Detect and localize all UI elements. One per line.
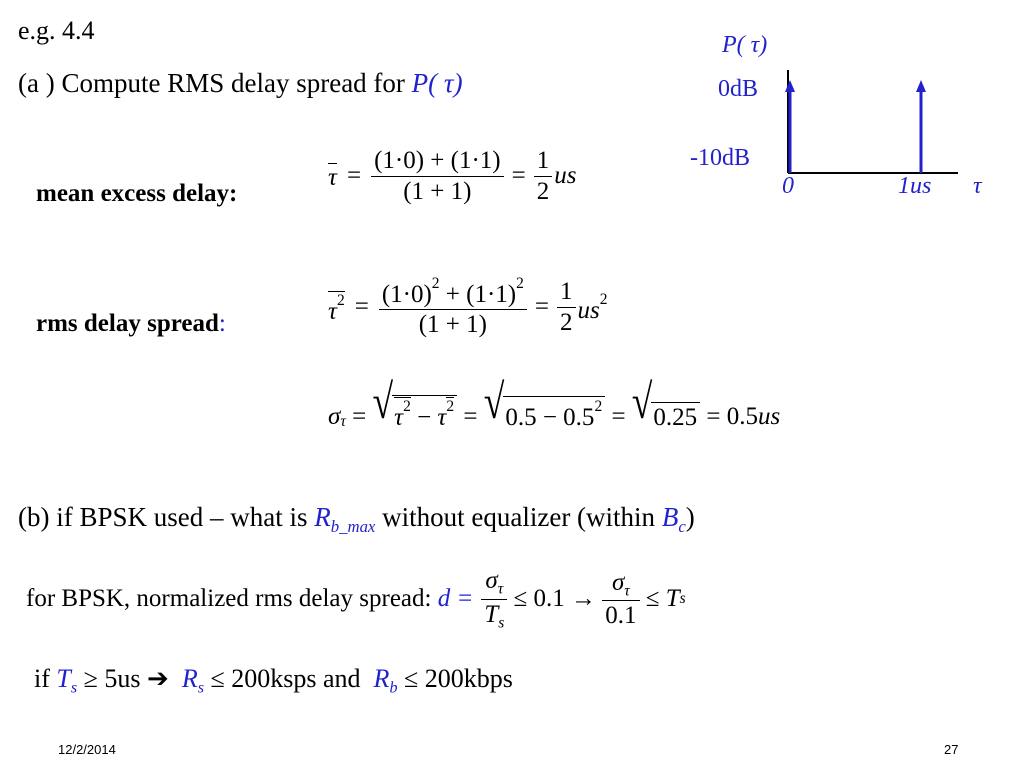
- mean-result-fraction: [534, 146, 553, 206]
- bpsk-text: for BPSK, normalized rms delay spread:: [26, 585, 438, 613]
- bpsk-f2-sub: τ: [624, 582, 630, 600]
- mean-unit: us: [554, 162, 577, 189]
- footer-date: 12/2/2014: [58, 742, 116, 757]
- part-b-text2: without equalizer (within: [375, 502, 662, 532]
- equals-sign-3: =: [354, 293, 369, 321]
- bpsk-f1-T: T: [484, 600, 499, 628]
- equals-sign-4: =: [534, 293, 549, 321]
- right-arrow-icon: ➔: [147, 664, 169, 694]
- rms-num-a: (1·0): [381, 280, 432, 308]
- part-b-text1: (b) if BPSK used – what is: [18, 502, 315, 532]
- graph-label-0db: 0dB: [718, 76, 759, 102]
- final-ts: $T_s$: [56, 664, 78, 697]
- equals-sign-2: =: [511, 162, 526, 189]
- mean-excess-label: mean excess delay:: [36, 180, 238, 207]
- sigma-t1: τ: [394, 403, 404, 431]
- rms-fraction: [379, 275, 527, 340]
- rb-max: $R_{b\_max}$: [314, 502, 376, 536]
- tau-squared-bar: [328, 291, 345, 324]
- equals-sign: =: [346, 162, 362, 189]
- part-b-line: [18, 502, 695, 537]
- rms-num-plus: +: [439, 280, 467, 308]
- example-label: e.g. 4.4: [18, 16, 95, 45]
- sigma-minus: −: [410, 403, 438, 431]
- sqrt-body-3: 0.25: [651, 402, 700, 432]
- rms-result-den: 2: [560, 308, 573, 336]
- sigma-r1-exp: 2: [594, 397, 603, 415]
- mean-result-num: 1: [534, 146, 553, 177]
- bpsk-f1-T-sub: s: [498, 614, 505, 632]
- footer-page-number: 27: [944, 742, 959, 757]
- sigma-r1: 0.5 − 0.5: [505, 403, 595, 431]
- part-a-line: [18, 68, 463, 99]
- sigma-unit: us: [758, 403, 781, 430]
- impulse-at-1us-arrowhead: [916, 80, 926, 92]
- rms-label-line: [36, 310, 226, 338]
- bpsk-ts: T: [665, 585, 680, 613]
- bpsk-frac2: [602, 568, 639, 631]
- graph-label-minus10db: -10dB: [690, 145, 750, 171]
- rms-numerator: [379, 275, 527, 310]
- bpsk-f2-sigma: σ: [611, 568, 625, 596]
- rms-unit: us: [577, 296, 600, 324]
- impulse-at-0-arrowhead: [785, 80, 795, 92]
- sigma-eq3: =: [605, 403, 632, 430]
- mean-excess-equation: [328, 146, 576, 206]
- sigma-eq2: =: [457, 403, 484, 430]
- sqrt-sign-3: √: [631, 376, 653, 430]
- final-rs: $R_s$: [181, 664, 204, 697]
- rms-unit-exp: 2: [599, 290, 608, 308]
- sigma-t2: τ: [437, 403, 447, 431]
- rms-equation: [328, 275, 607, 340]
- rms-label: rms delay spread: [36, 310, 219, 337]
- sqrt-body-2: [503, 396, 605, 431]
- rms-result-fraction: [557, 277, 576, 337]
- graph-tick-1us: 1us: [898, 173, 932, 199]
- final-if: if: [34, 664, 57, 693]
- rms-denominator: (1 + 1): [418, 311, 487, 339]
- graph-x-symbol: τ: [973, 173, 982, 199]
- sigma-equation: [328, 376, 781, 431]
- sigma-sub: τ: [340, 413, 346, 430]
- sigma-eq4: = 0.5: [700, 403, 758, 430]
- sigma-eq1: =: [345, 403, 373, 430]
- part-a-text: (a ) Compute RMS delay spread for: [18, 68, 412, 98]
- bpsk-leq2: ≤: [639, 585, 666, 613]
- part-b-text3: ): [685, 502, 695, 532]
- final-line: [34, 664, 513, 698]
- final-geq: ≥ 5us: [77, 664, 148, 693]
- bpsk-f1-sigma: σ: [485, 567, 498, 594]
- graph-tick-0: 0: [782, 173, 794, 199]
- bpsk-frac1: [481, 566, 507, 632]
- bpsk-f2-den: 0.1: [605, 602, 637, 630]
- impulse-graph: [770, 60, 980, 190]
- sigma-t2-exp: 2: [446, 397, 455, 415]
- bpsk-ts-sub: s: [679, 590, 686, 608]
- mean-fraction: [371, 146, 504, 206]
- bpsk-d: d =: [437, 585, 474, 613]
- sqrt-sign-2: √: [483, 376, 505, 430]
- mean-denominator: (1 + 1): [403, 177, 472, 205]
- bc: $B_c$: [661, 502, 686, 536]
- sqrt-sign-1: √: [372, 376, 394, 430]
- final-rs-rest: ≤ 200ksps and: [204, 664, 368, 693]
- rms-num-b: (1·1): [466, 280, 517, 308]
- rms-num-b-exp: 2: [516, 275, 524, 292]
- rms-result-num: 1: [557, 277, 576, 308]
- rms-unit-wrap: [578, 291, 608, 325]
- rms-colon: :: [218, 310, 226, 337]
- tau-symbol: τ: [328, 297, 337, 325]
- bpsk-f1-sub: τ: [497, 580, 504, 598]
- sigma-t1-exp: 2: [403, 397, 411, 415]
- sqrt-body-1: [392, 395, 457, 431]
- rms-num-a-exp: 2: [431, 275, 440, 292]
- bpsk-leq1: ≤ 0.1 →: [507, 585, 603, 613]
- final-rb: $R_b$: [373, 664, 398, 697]
- tau-bar: τ: [328, 163, 337, 191]
- part-a-highlight: P( τ): [411, 68, 463, 98]
- tau-exp: 2: [336, 292, 345, 309]
- final-rb-rest: ≤ 200kbps: [397, 664, 513, 693]
- sigma-symbol: σ: [328, 403, 341, 430]
- mean-numerator: (1·0) + (1·1): [371, 146, 504, 177]
- graph-title: P( τ): [722, 32, 768, 58]
- bpsk-line: [26, 566, 686, 632]
- mean-result-den: 2: [536, 177, 550, 205]
